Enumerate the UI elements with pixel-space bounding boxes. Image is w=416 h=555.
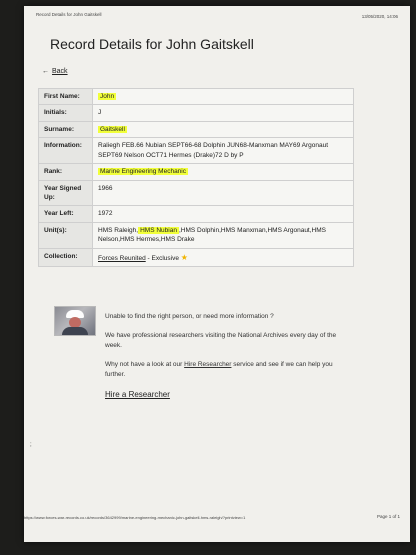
- promo-line-1: Unable to find the right person, or need more information ?: [105, 313, 274, 320]
- year-signed-up-value: 1966: [93, 180, 354, 206]
- hire-researcher-inline-link[interactable]: Hire Researcher: [184, 361, 232, 369]
- table-row: [39, 164, 354, 180]
- table-row: [39, 121, 354, 137]
- table-row: [39, 89, 354, 105]
- table-row: [39, 206, 354, 222]
- units-after: ,HMS Dolphin,HMS Manxman,HMS Argonaut,HMS Nelson,HMS Hermes,HMS Drake: [98, 226, 326, 244]
- field-label: Information:: [39, 138, 93, 164]
- back-label: Back: [52, 68, 68, 75]
- promo-text: [105, 312, 349, 402]
- printed-page: [24, 6, 410, 542]
- forces-reunited-link[interactable]: Forces Reunited: [98, 254, 146, 262]
- field-label: Rank:: [39, 164, 93, 180]
- back-arrow-icon: ←: [42, 68, 49, 75]
- star-icon: ★: [180, 252, 188, 262]
- rank-value: Marine Engineering Mechanic: [100, 168, 186, 176]
- field-label: Collection:: [39, 248, 93, 267]
- field-label: First Name:: [39, 89, 93, 105]
- print-header-title: Record Details for John Gaitskell: [36, 12, 102, 17]
- field-label: Unit(s):: [39, 222, 93, 248]
- units-highlight: HMS Nubian: [140, 226, 177, 234]
- table-row: [39, 248, 354, 267]
- table-row: [39, 138, 354, 164]
- table-row: [39, 180, 354, 206]
- units-value: [93, 222, 354, 248]
- sailor-coat-shape: [62, 327, 88, 336]
- sailor-photo: [54, 306, 96, 336]
- promo-line-3-after: service and see if we can help you further.: [105, 361, 333, 379]
- print-footer-url: https://www.forces-war-records.co.uk/records/3642999/marine-engineering-mechanic-john-gaitskell-hms-raleigh/?printview=1: [24, 515, 246, 520]
- first-name-value: John: [100, 93, 115, 100]
- back-link[interactable]: [42, 68, 68, 75]
- initials-value: J: [93, 105, 354, 121]
- units-before: HMS Raleigh,: [98, 226, 139, 234]
- collection-value: [93, 248, 354, 267]
- field-value: [93, 164, 354, 180]
- field-label: Surname:: [39, 121, 93, 137]
- field-label: Year Signed Up:: [39, 180, 93, 206]
- information-value: Raliegh FEB.66 Nubian SEPT66-68 Dolphin JUN68-Manxman MAY69 Argonaut SEPT69 Nelson OCT71 Hermes (Drake)72 D by P: [93, 138, 354, 164]
- year-left-value: 1972: [93, 206, 354, 222]
- print-footer-page: Page 1 of 1: [376, 514, 400, 519]
- field-value: [93, 121, 354, 137]
- table-row: [39, 222, 354, 248]
- field-value: [93, 89, 354, 105]
- promo-line-3: [105, 360, 349, 380]
- field-label: Year Left:: [39, 206, 93, 222]
- surname-value: Gaitskell: [100, 125, 125, 133]
- print-header-date: 13/05/2020, 14:06: [361, 14, 398, 19]
- page-title: Record Details for John Gaitskell: [50, 36, 254, 52]
- hire-a-researcher-link[interactable]: Hire a Researcher: [105, 390, 170, 400]
- promo-line-2: We have professional researchers visiting the National Archives every day of the week.: [105, 332, 337, 350]
- field-label: Initials:: [39, 105, 93, 121]
- record-table: [38, 88, 354, 267]
- stray-mark: ;: [30, 442, 32, 448]
- table-row: [39, 105, 354, 121]
- collection-suffix: - Exclusive: [145, 254, 181, 262]
- promo-line-3-before: Why not have a look at our: [105, 361, 185, 369]
